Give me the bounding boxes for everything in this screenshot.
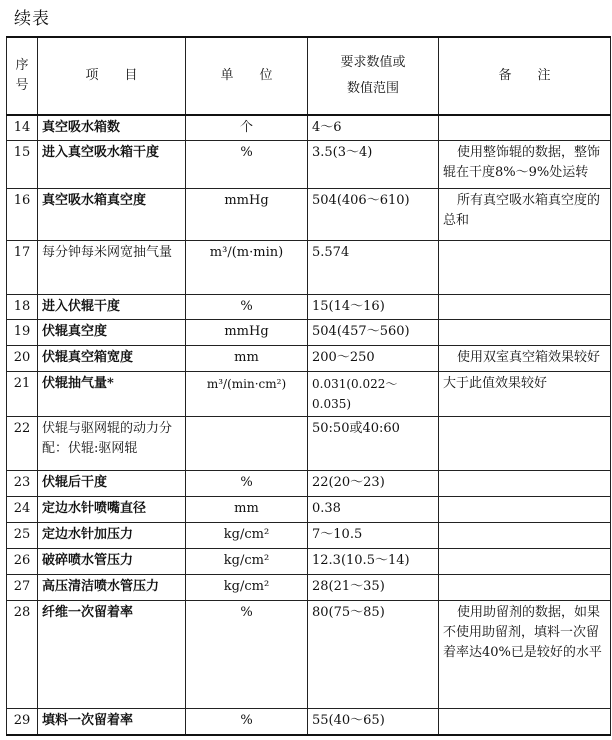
row-note: 使用整饰辊的数据，整饰辊在干度8%～9%处运转: [439, 141, 611, 189]
header-row: [7, 37, 611, 115]
row-unit: m³/(m·min): [186, 241, 308, 295]
row-note: 所有真空吸水箱真空度的总和: [439, 189, 611, 241]
row-unit: m³/(min·cm²): [186, 372, 308, 417]
row-unit: kg/cm²: [186, 523, 308, 549]
table-row: [7, 709, 611, 735]
row-item: 定边水针加压力: [38, 523, 186, 549]
header-unit: 单 位: [186, 37, 308, 115]
row-value: 12.3(10.5～14): [308, 549, 439, 575]
row-value: 200～250: [308, 346, 439, 372]
table-row: [7, 471, 611, 497]
row-no: 17: [7, 241, 38, 295]
row-note: 使用助留剂的数据，如果不使用助留剂，填料一次留着率达40%已是较好的水平: [439, 601, 611, 709]
row-note: [439, 320, 611, 346]
row-unit: mmHg: [186, 320, 308, 346]
row-item: 破碎喷水管压力: [38, 549, 186, 575]
row-value: 0.38: [308, 497, 439, 523]
row-item: 伏辊与驱网辊的动力分配：伏辊:驱网辊: [38, 417, 186, 471]
row-no: 21: [7, 372, 38, 417]
row-note: 使用双室真空箱效果较好: [439, 346, 611, 372]
row-no: 20: [7, 346, 38, 372]
row-no: 28: [7, 601, 38, 709]
table-row: [7, 372, 611, 417]
row-no: 14: [7, 115, 38, 141]
row-unit: mmHg: [186, 189, 308, 241]
row-unit: %: [186, 709, 308, 735]
header-value: 要求数值或 数值范围: [308, 37, 439, 115]
table-row: [7, 417, 611, 471]
row-value: 0.031(0.022～0.035): [308, 372, 439, 417]
row-no: 19: [7, 320, 38, 346]
row-no: 27: [7, 575, 38, 601]
table-row: [7, 295, 611, 320]
row-unit: kg/cm²: [186, 575, 308, 601]
table-row: [7, 241, 611, 295]
row-item: 进入伏辊干度: [38, 295, 186, 320]
row-no: 29: [7, 709, 38, 735]
row-value: 4～6: [308, 115, 439, 141]
table-row: [7, 601, 611, 709]
row-value: 55(40～65): [308, 709, 439, 735]
row-no: 24: [7, 497, 38, 523]
row-note: [439, 295, 611, 320]
row-item: 伏辊真空度: [38, 320, 186, 346]
row-note: [439, 575, 611, 601]
row-unit: %: [186, 601, 308, 709]
row-note: [439, 709, 611, 735]
row-value: 504(457～560): [308, 320, 439, 346]
row-item: 进入真空吸水箱干度: [38, 141, 186, 189]
table-row: [7, 189, 611, 241]
row-value: 3.5(3～4): [308, 141, 439, 189]
row-value: 5.574: [308, 241, 439, 295]
row-value: 15(14～16): [308, 295, 439, 320]
row-no: 22: [7, 417, 38, 471]
header-no: 序 号: [7, 37, 38, 115]
table-row: [7, 549, 611, 575]
table-row: [7, 320, 611, 346]
table-row: [7, 346, 611, 372]
row-note: [439, 471, 611, 497]
row-note: [439, 497, 611, 523]
row-value: 504(406～610): [308, 189, 439, 241]
row-value: 22(20～23): [308, 471, 439, 497]
row-item: 纤维一次留着率: [38, 601, 186, 709]
row-no: 15: [7, 141, 38, 189]
row-item: 真空吸水箱数: [38, 115, 186, 141]
row-note: [439, 523, 611, 549]
table-caption: 续表: [14, 9, 50, 29]
row-note: 大于此值效果较好: [439, 372, 611, 417]
table-row: [7, 575, 611, 601]
row-note: [439, 549, 611, 575]
row-no: 25: [7, 523, 38, 549]
header-note: 备 注: [439, 37, 611, 115]
row-note: [439, 115, 611, 141]
row-unit: %: [186, 295, 308, 320]
row-value: 50:50或40:60: [308, 417, 439, 471]
row-item: 填料一次留着率: [38, 709, 186, 735]
row-no: 16: [7, 189, 38, 241]
row-note: [439, 417, 611, 471]
row-unit: kg/cm²: [186, 549, 308, 575]
row-value: 28(21～35): [308, 575, 439, 601]
row-unit: mm: [186, 497, 308, 523]
row-item: 真空吸水箱真空度: [38, 189, 186, 241]
row-no: 18: [7, 295, 38, 320]
table-row: [7, 141, 611, 189]
row-item: 伏辊真空箱宽度: [38, 346, 186, 372]
table-row: [7, 523, 611, 549]
row-item: 伏辊后干度: [38, 471, 186, 497]
row-item: 定边水针喷嘴直径: [38, 497, 186, 523]
row-note: [439, 241, 611, 295]
row-unit: mm: [186, 346, 308, 372]
table-row: [7, 115, 611, 141]
parameter-table: [6, 36, 611, 736]
row-unit: %: [186, 141, 308, 189]
header-item: 项 目: [38, 37, 186, 115]
row-no: 26: [7, 549, 38, 575]
row-value: 80(75～85): [308, 601, 439, 709]
row-item: 伏辊抽气量*: [38, 372, 186, 417]
row-value: 7～10.5: [308, 523, 439, 549]
row-unit: %: [186, 471, 308, 497]
row-unit: 个: [186, 115, 308, 141]
row-no: 23: [7, 471, 38, 497]
row-item: 高压清洁喷水管压力: [38, 575, 186, 601]
row-item: 每分钟每米网宽抽气量: [38, 241, 186, 295]
table-row: [7, 497, 611, 523]
row-unit: [186, 417, 308, 471]
